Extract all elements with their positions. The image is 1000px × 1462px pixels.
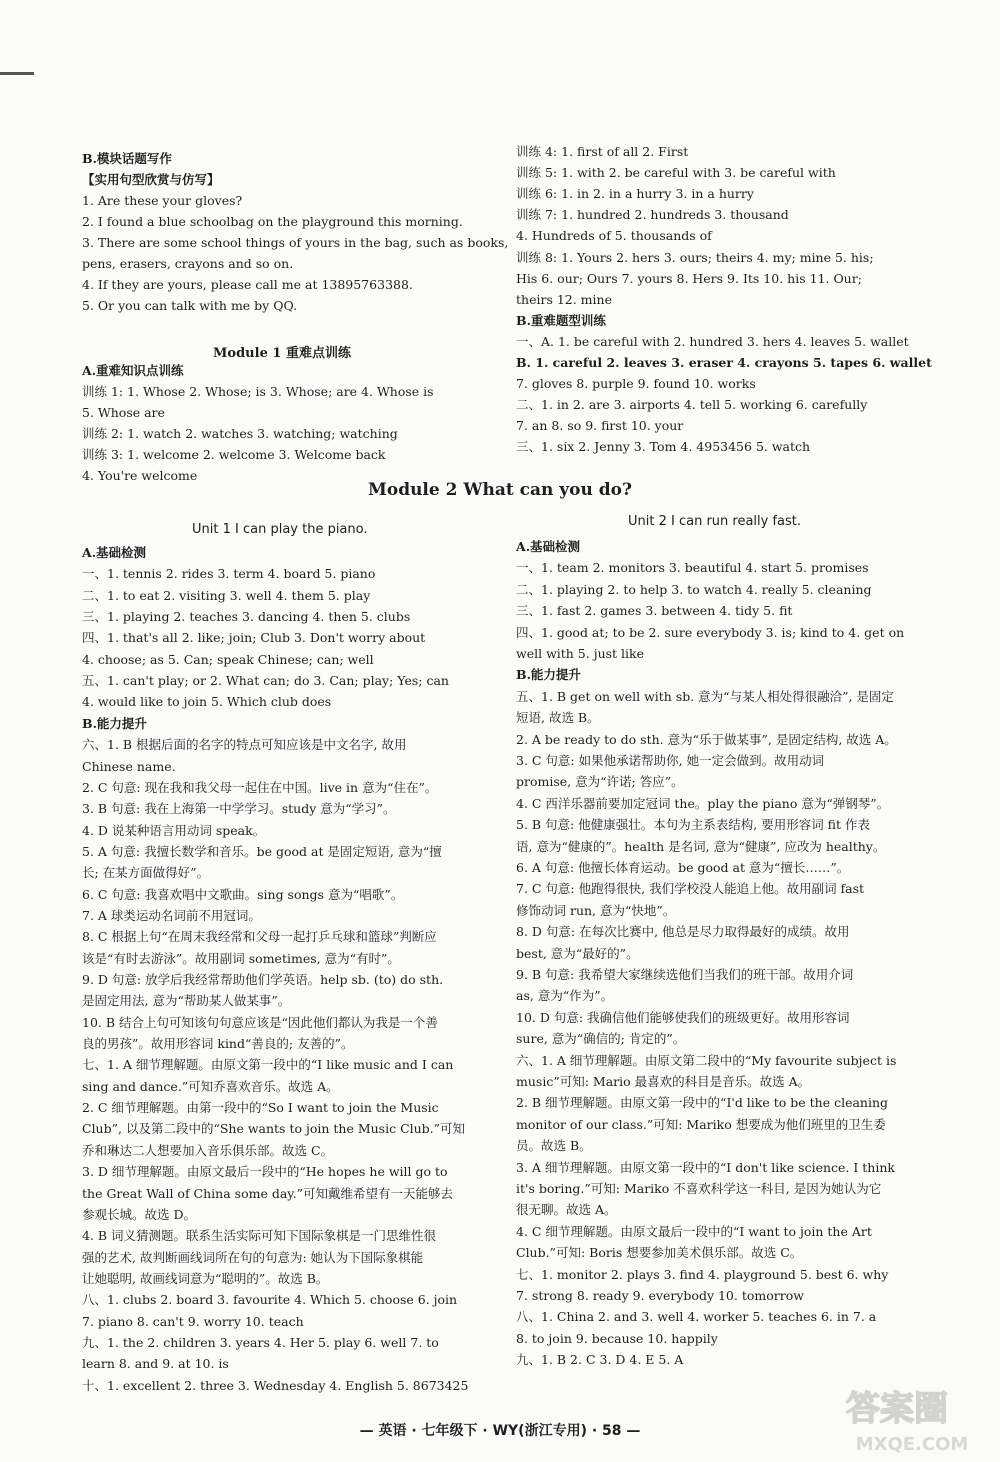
text-line: 7. A 球类运动名词前不用冠词。 [82, 907, 261, 923]
text-line: B.重难题型训练 [516, 312, 606, 328]
text-line: 强的艺术, 故判断画线词所在句的句意为: 她认为下国际象棋能 [82, 1249, 424, 1265]
text-line: B.能力提升 [82, 715, 147, 731]
text-line: 训练 6: 1. in 2. in a hurry 3. in a hurry [516, 186, 754, 202]
text-line: 语, 意为“健康的”。health 是名词, 意为“健康”, 应改为 healthy。 [516, 838, 886, 854]
text-line: A.基础检测 [82, 545, 147, 560]
text-line: 4. choose; as 5. Can; speak Chinese; can; well [82, 651, 374, 667]
text-line: B. 1. careful 2. leaves 3. eraser 4. crayons 5. tapes 6. wallet [516, 355, 932, 370]
text-line: theirs 12. mine [516, 291, 612, 307]
text-line: 让她聪明, 故画线词意为“聪明的”。故选 B。 [82, 1270, 329, 1286]
text-line: the Great Wall of China some day.”可知戴维希望有一天能够去 [82, 1185, 454, 1201]
section-heading: A.重难知识点训练 [82, 363, 184, 378]
text-line: 4. C 细节理解题。由原文最后一段中的“I want to join the Art [516, 1223, 872, 1239]
text-line: 2. A be ready to do sth. 意为“乐于做某事”, 是固定结构, 故选 A。 [516, 731, 897, 747]
text-line: B.能力提升 [516, 667, 581, 683]
text-line: 乔和琳达二人想要加入音乐俱乐部。故选 C。 [82, 1142, 334, 1158]
text-line: Club”, 以及第二段中的“She wants to join the Music Club.”可知 [82, 1121, 466, 1137]
text-line: sing and dance.”可知乔喜欢音乐。故选 A。 [82, 1078, 339, 1094]
text-line: 九、1. B 2. C 3. D 4. E 5. A [516, 1352, 684, 1368]
text-line: 训练 8: 1. Yours 2. hers 3. ours; theirs 4. my; mine 5. his; [516, 249, 874, 265]
text-line: 7. piano 8. can't 9. worry 10. teach [82, 1313, 304, 1329]
text-line: 七、1. A 细节理解题。由原文第一段中的“I like music and I can [82, 1057, 454, 1073]
text-line: 该是“有时去游泳”。故用副词 sometimes, 意为“有时”。 [82, 950, 400, 966]
text-line: 良的男孩”。故用形容词 kind“善良的; 友善的”。 [82, 1036, 354, 1052]
unit1-title: Unit 1 I can play the piano. [192, 522, 368, 537]
text-line: 八、1. clubs 2. board 3. favourite 4. Which 5. choose 6. join [82, 1292, 458, 1308]
text-line: 5. Or you can talk with me by QQ. [82, 298, 298, 313]
text-line: 是固定用法, 意为“帮助某人做某事”。 [82, 993, 291, 1009]
scan-edge-mark [0, 72, 34, 75]
text-line: 一、1. tennis 2. rides 3. term 4. board 5. piano [82, 566, 376, 582]
text-line: 7. gloves 8. purple 9. found 10. works [516, 376, 756, 392]
text-line: 三、1. fast 2. games 3. between 4. tidy 5. fit [516, 603, 793, 619]
text-line: 9. B 句意: 我希望大家继续选他们当我们的班干部。故用介词 [516, 967, 854, 982]
module1-title: Module 1 重难点训练 [213, 346, 351, 361]
text-line: 5. Whose are [82, 405, 165, 420]
text-line: 4. If they are yours, please call me at 13895763388. [82, 277, 413, 292]
text-line: 2. B 细节理解题。由原文第一段中的“I'd like to be the cleaning [516, 1095, 889, 1111]
text-line: 2. I found a blue schoolbag on the playground this morning. [82, 214, 463, 229]
text-line: 10. B 结合上句可知该句句意应该是“因此他们都认为我是一个善 [82, 1014, 438, 1030]
text-line: 参观长城。故选 D。 [82, 1206, 196, 1222]
text-line: 长; 在某方面做得好”。 [82, 865, 210, 881]
text-line: 7. an 8. so 9. first 10. your [516, 418, 684, 434]
text-line: 6. C 句意: 我喜欢唱中文歌曲。sing songs 意为“唱歌”。 [82, 886, 404, 902]
text-line: His 6. our; Ours 7. yours 8. Hers 9. Its 10. his 11. Our; [516, 270, 862, 286]
text-line: 8. to join 9. because 10. happily [516, 1330, 718, 1346]
text-line: well with 5. just like [516, 646, 645, 661]
text-line: 10. D 句意: 我确信他们能够使我们的班级更好。故用形容词 [516, 1009, 850, 1025]
text-line: 五、1. can't play; or 2. What can; do 3. Can; play; Yes; can [82, 673, 449, 689]
text-line: 5. A 句意: 我擅长数学和音乐。be good at 是固定短语, 意为“擅 [82, 843, 442, 859]
text-line: 3. There are some school things of yours in the bag, such as books, [82, 235, 509, 250]
text-line: 5. B 句意: 他健康强壮。本句为主系表结构, 要用形容词 fit 作表 [516, 817, 870, 833]
text-line: best, 意为“最好的”。 [516, 945, 639, 961]
text-line: 二、1. playing 2. to help 3. to watch 4. really 5. cleaning [516, 581, 872, 597]
text-line: 4. Hundreds of 5. thousands of [516, 228, 712, 244]
text-line: 6. A 句意: 他擅长体育运动。be good at 意为“擅长……”。 [516, 860, 850, 875]
text-line: 十、1. excellent 2. three 3. Wednesday 4. English 5. 8673425 [82, 1377, 469, 1393]
text-line: it's boring.”可知: Mariko 不喜欢科学这一科目, 是因为她认为它 [516, 1181, 882, 1196]
text-line: 九、1. the 2. children 3. years 4. Her 5. play 6. well 7. to [82, 1334, 439, 1350]
text-line: 二、1. in 2. are 3. airports 4. tell 5. working 6. carefully [516, 397, 868, 413]
text-line: 4. C 西洋乐器前要加定冠词 the。play the piano 意为“弹钢琴”。 [516, 795, 890, 811]
text-line: 8. C 根据上句“在周末我经常和父母一起打乒乓球和篮球”判断应 [82, 929, 437, 945]
text-line: Chinese name. [82, 758, 176, 774]
text-line: 4. You're welcome [82, 468, 198, 483]
text-line: learn 8. and 9. at 10. is [82, 1356, 229, 1372]
text-line: 1. Are these your gloves? [82, 193, 243, 208]
text-line: 训练 2: 1. watch 2. watches 3. watching; watching [82, 426, 398, 441]
text-line: Club.”可知: Boris 想要参加美术俱乐部。故选 C。 [516, 1245, 803, 1261]
text-line: 八、1. China 2. and 3. well 4. worker 5. teaches 6. in 7. a [516, 1309, 877, 1325]
subsection-heading: 【实用句型欣赏与仿写】 [82, 172, 220, 187]
text-line: 8. D 句意: 在每次比赛中, 他总是尽力取得最好的成绩。故用 [516, 924, 850, 940]
section-heading: B.模块话题写作 [82, 151, 172, 166]
text-line: 2. C 句意: 现在我和我父母一起住在中国。live in 意为“住在”。 [82, 779, 438, 795]
text-line: 很无聊。故选 A。 [516, 1202, 617, 1218]
text-line: music”可知: Mario 最喜欢的科目是音乐。故选 A。 [516, 1074, 811, 1089]
text-line: 四、1. good at; to be 2. sure everybody 3. is; kind to 4. get on [516, 624, 905, 640]
text-line: 一、1. team 2. monitors 3. beautiful 4. start 5. promises [516, 560, 869, 576]
text-line: 3. A 细节理解题。由原文第一段中的“I don't like science. I think [516, 1159, 895, 1175]
text-line: 9. D 句意: 放学后我经常帮助他们学英语。help sb. (to) do sth. [82, 972, 444, 987]
text-line: 短语, 故选 B。 [516, 710, 600, 726]
text-line: pens, erasers, crayons and so on. [82, 256, 294, 271]
text-line: 3. D 细节理解题。由原文最后一段中的“He hopes he will go to [82, 1164, 448, 1180]
text-line: 4. B 词义猜测题。联系生活实际可知下国际象棋是一门思维性很 [82, 1228, 437, 1244]
text-line: A.基础检测 [516, 539, 581, 554]
text-line: sure, 意为“确信的; 肯定的”。 [516, 1031, 686, 1047]
text-line: 一、A. 1. be careful with 2. hundred 3. hers 4. leaves 5. wallet [516, 333, 909, 349]
text-line: promise, 意为“许诺; 答应”。 [516, 774, 684, 790]
text-line: 三、1. six 2. Jenny 3. Tom 4. 4953456 5. watch [516, 439, 811, 455]
text-line: 六、1. A 细节理解题。由原文第二段中的“My favourite subject is [516, 1052, 897, 1068]
text-line: 训练 7: 1. hundred 2. hundreds 3. thousand [516, 207, 789, 223]
watermark-url: MXQE.COM [855, 1434, 969, 1455]
text-line: 7. C 句意: 他跑得很快, 我们学校没人能追上他。故用副词 fast [516, 881, 865, 897]
text-line: monitor of our class.”可知: Mariko 想要成为他们班里的卫生委 [516, 1116, 886, 1132]
text-line: 二、1. to eat 2. visiting 3. well 4. them 5. play [82, 587, 371, 603]
text-line: 4. D 说某种语言用动词 speak。 [82, 822, 266, 838]
text-line: 训练 5: 1. with 2. be careful with 3. be careful with [516, 165, 836, 181]
text-line: 训练 4: 1. first of all 2. First [516, 144, 689, 159]
watermark-text: 答案圈 [846, 1389, 948, 1429]
module2-title: Module 2 What can you do? [368, 480, 632, 500]
text-line: 四、1. that's all 2. like; join; Club 3. Don't worry about [82, 630, 426, 646]
text-line: 7. strong 8. ready 9. everybody 10. tomorrow [516, 1288, 804, 1303]
text-line: 五、1. B get on well with sb. 意为“与某人相处得很融洽”, 是固定 [516, 688, 894, 704]
text-line: 员。故选 B。 [516, 1138, 592, 1154]
text-line: 训练 3: 1. welcome 2. welcome 3. Welcome back [82, 447, 386, 462]
page-footer: — 英语 · 七年级下 · WY(浙江专用) · 58 — [359, 1423, 641, 1439]
text-line: as, 意为“作为”。 [516, 988, 614, 1004]
unit2-title: Unit 2 I can run really fast. [628, 514, 802, 529]
text-line: 修饰动词 run, 意为“快地”。 [516, 902, 676, 918]
text-line: 六、1. B 根据后面的名字的特点可知应该是中文名字, 故用 [82, 737, 407, 753]
text-line: 4. would like to join 5. Which club does [82, 694, 332, 710]
text-line: 七、1. monitor 2. plays 3. find 4. playground 5. best 6. why [516, 1266, 889, 1282]
watermark-logo [802, 1378, 992, 1458]
text-line: 3. C 句意: 如果他承诺帮助你, 她一定会做到。故用动词 [516, 753, 825, 768]
text-line: 三、1. playing 2. teaches 3. dancing 4. then 5. clubs [82, 609, 411, 625]
text-line: 训练 1: 1. Whose 2. Whose; is 3. Whose; are 4. Whose is [82, 384, 434, 399]
text-line: 3. B 句意: 我在上海第一中学学习。study 意为“学习”。 [82, 801, 396, 817]
text-line: 2. C 细节理解题。由第一段中的“So I want to join the Music [82, 1100, 439, 1116]
